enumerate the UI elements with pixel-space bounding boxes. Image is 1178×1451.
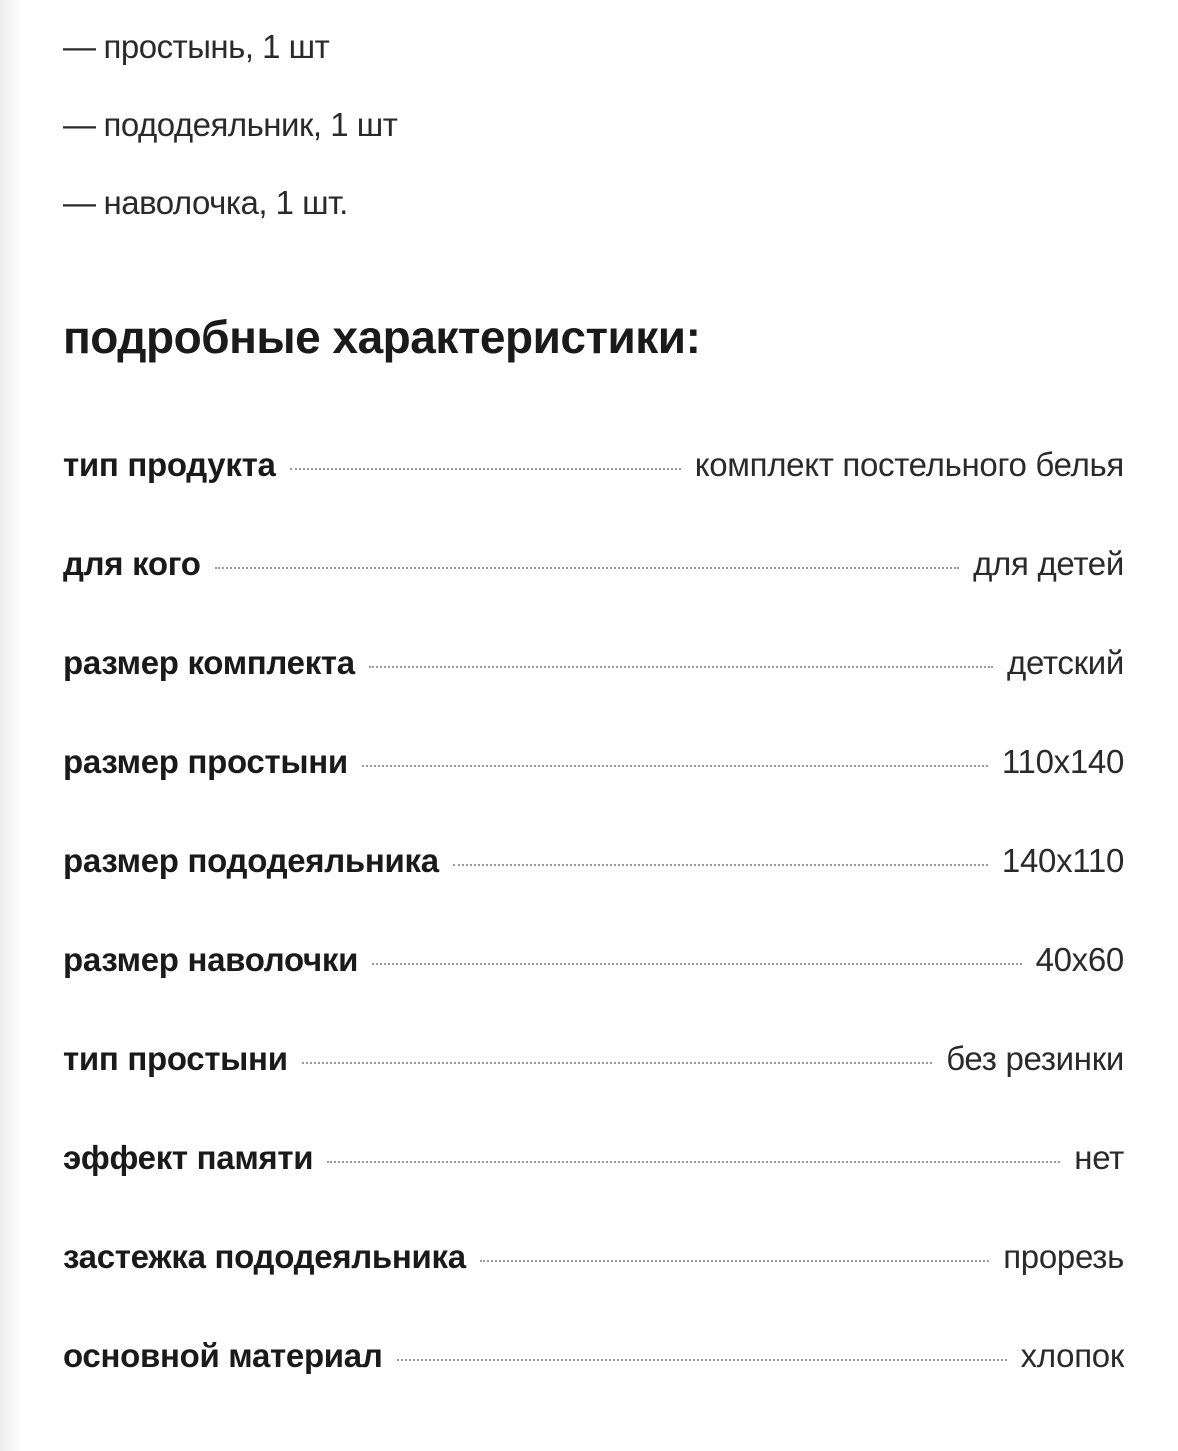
spec-value: детский (1007, 644, 1124, 681)
spec-label: основной материал (63, 1337, 383, 1374)
left-edge-shadow (0, 0, 22, 1451)
spec-row (63, 1040, 1124, 1139)
spec-label: тип простыни (63, 1040, 288, 1077)
spec-label: застежка пододеяльника (63, 1238, 466, 1275)
spec-value: для детей (973, 545, 1124, 582)
section-title: подробные характеристики: (63, 311, 701, 363)
list-dash: — (63, 28, 96, 65)
list-item-text: пододеяльник, 1 шт (103, 106, 398, 143)
spec-value: нет (1074, 1139, 1124, 1176)
dot-leader (327, 1161, 1060, 1163)
dot-leader (453, 864, 988, 866)
spec-label: эффект памяти (63, 1139, 314, 1176)
spec-value: 40x60 (1035, 941, 1124, 978)
spec-label: размер простыни (63, 743, 348, 780)
list-item-text: простынь, 1 шт (103, 28, 330, 65)
spec-value: 140x110 (1001, 842, 1124, 879)
specifications-list (63, 446, 1124, 1436)
spec-label: размер пододеяльника (63, 842, 439, 879)
spec-value: без резинки (946, 1040, 1124, 1077)
list-dash: — (63, 106, 96, 143)
dot-leader (480, 1260, 989, 1262)
spec-row (63, 743, 1124, 842)
spec-label: тип продукта (63, 446, 276, 483)
list-item (63, 178, 763, 256)
spec-value: комплект постельного белья (694, 446, 1124, 483)
dot-leader (372, 963, 1021, 965)
dot-leader (397, 1359, 1007, 1361)
list-item (63, 100, 763, 178)
spec-row (63, 545, 1124, 644)
set-contents-list (63, 22, 763, 256)
spec-row (63, 941, 1124, 1040)
list-item-text: наволочка, 1 шт. (103, 184, 348, 221)
spec-label: размер комплекта (63, 644, 355, 681)
dot-leader (302, 1062, 933, 1064)
spec-row (63, 446, 1124, 545)
spec-label: для кого (63, 545, 201, 582)
spec-label: размер наволочки (63, 941, 359, 978)
list-dash: — (63, 184, 96, 221)
spec-row (63, 644, 1124, 743)
spec-value: прорезь (1003, 1238, 1124, 1275)
dot-leader (290, 468, 681, 470)
spec-row (63, 1337, 1124, 1436)
spec-value: 110x140 (1001, 743, 1124, 780)
dot-leader (362, 765, 988, 767)
dot-leader (215, 567, 959, 569)
spec-row (63, 1238, 1124, 1337)
spec-value: хлопок (1020, 1337, 1124, 1374)
list-item (63, 22, 763, 100)
dot-leader (369, 666, 993, 668)
spec-row (63, 1139, 1124, 1238)
spec-row (63, 842, 1124, 941)
